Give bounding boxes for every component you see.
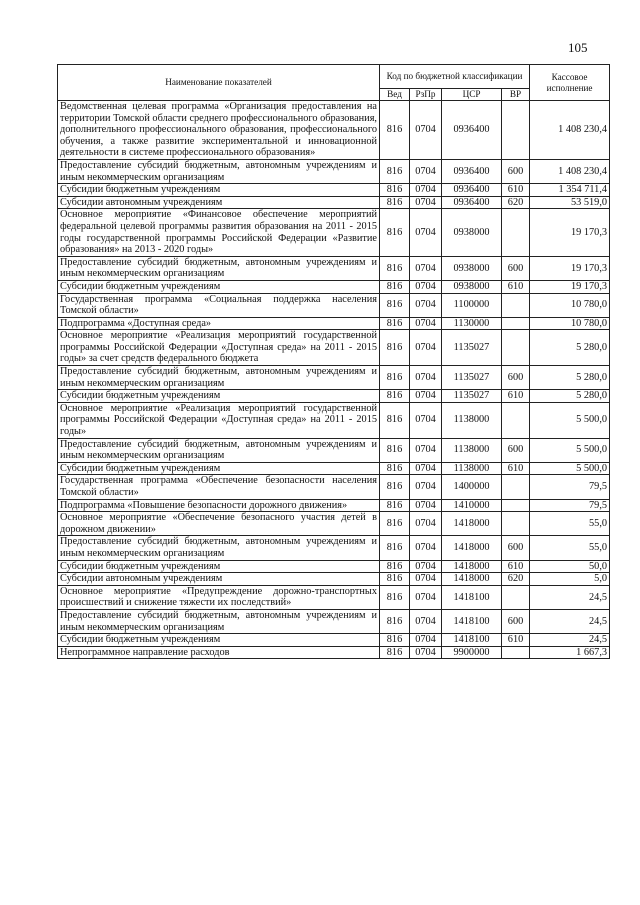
row-ved: 816 (380, 366, 410, 390)
row-ved: 816 (380, 512, 410, 536)
row-ved: 816 (380, 634, 410, 647)
row-amount: 53 519,0 (530, 196, 610, 209)
row-ved: 816 (380, 573, 410, 586)
header-csr: ЦСР (442, 89, 502, 101)
row-rzpr: 0704 (410, 184, 442, 197)
row-vr: 610 (502, 634, 530, 647)
row-ved: 816 (380, 159, 410, 183)
table-row (58, 196, 610, 209)
table-row (58, 462, 610, 475)
row-amount: 55,0 (530, 512, 610, 536)
row-vr: 610 (502, 390, 530, 403)
table-row (58, 536, 610, 560)
row-amount: 79,5 (530, 475, 610, 499)
row-name: Государственная программа «Обеспечение безопасности населения Томской области» (58, 475, 380, 499)
row-ved: 816 (380, 280, 410, 293)
row-csr: 1418000 (442, 560, 502, 573)
row-amount: 10 780,0 (530, 317, 610, 330)
row-csr: 1135027 (442, 366, 502, 390)
row-ved: 816 (380, 390, 410, 403)
row-amount: 5 280,0 (530, 330, 610, 366)
row-name: Ведомственная целевая программа «Организация предоставления на территории Томской области среднего профессионального образования, дополнительного профессионального образования, профессионального обучения, а также развитие экспериментальной и инновационной деятельности в системе профессионального образования» (58, 101, 380, 160)
row-rzpr: 0704 (410, 330, 442, 366)
header-ved: Вед (380, 89, 410, 101)
row-vr: 610 (502, 560, 530, 573)
row-rzpr: 0704 (410, 390, 442, 403)
table-row (58, 585, 610, 609)
row-csr: 1418000 (442, 573, 502, 586)
table-row (58, 256, 610, 280)
row-csr: 1418100 (442, 634, 502, 647)
row-name: Предоставление субсидий бюджетным, автономным учреждениям и иным некоммерческим организациям (58, 256, 380, 280)
row-name: Предоставление субсидий бюджетным, автономным учреждениям и иным некоммерческим организациям (58, 366, 380, 390)
row-rzpr: 0704 (410, 634, 442, 647)
row-csr: 9900000 (442, 646, 502, 659)
table-row (58, 573, 610, 586)
row-ved: 816 (380, 536, 410, 560)
row-vr: 620 (502, 196, 530, 209)
table-row (58, 280, 610, 293)
row-amount: 5 500,0 (530, 462, 610, 475)
row-ved: 816 (380, 256, 410, 280)
row-rzpr: 0704 (410, 499, 442, 512)
table-row (58, 159, 610, 183)
row-rzpr: 0704 (410, 609, 442, 633)
row-vr: 610 (502, 462, 530, 475)
row-csr: 1100000 (442, 293, 502, 317)
row-rzpr: 0704 (410, 101, 442, 160)
row-rzpr: 0704 (410, 462, 442, 475)
row-name: Субсидии бюджетным учреждениям (58, 390, 380, 403)
row-rzpr: 0704 (410, 536, 442, 560)
row-amount: 5 280,0 (530, 390, 610, 403)
row-amount: 1 408 230,4 (530, 159, 610, 183)
row-amount: 5 500,0 (530, 438, 610, 462)
row-vr (502, 512, 530, 536)
table-row (58, 438, 610, 462)
table-row (58, 366, 610, 390)
row-ved: 816 (380, 609, 410, 633)
row-name: Предоставление субсидий бюджетным, автономным учреждениям и иным некоммерческим организациям (58, 609, 380, 633)
row-ved: 816 (380, 438, 410, 462)
row-amount: 24,5 (530, 609, 610, 633)
header-vr: ВР (502, 89, 530, 101)
row-ved: 816 (380, 646, 410, 659)
row-amount: 5,0 (530, 573, 610, 586)
row-amount: 1 408 230,4 (530, 101, 610, 160)
row-name: Основное мероприятие «Финансовое обеспечение мероприятий федеральной целевой программы развития образования на 2011 - 2015 годы государственной программы Российской Федерации «Развитие образования» на 2013 - 2020 годы» (58, 209, 380, 256)
row-name: Субсидии бюджетным учреждениям (58, 462, 380, 475)
row-amount: 55,0 (530, 536, 610, 560)
row-vr (502, 499, 530, 512)
header-amount: Кассовое исполнение (530, 65, 610, 101)
table-row (58, 317, 610, 330)
row-rzpr: 0704 (410, 512, 442, 536)
row-csr: 1418000 (442, 536, 502, 560)
row-csr: 1410000 (442, 499, 502, 512)
row-csr: 0936400 (442, 196, 502, 209)
row-vr: 600 (502, 159, 530, 183)
row-ved: 816 (380, 317, 410, 330)
row-name: Основное мероприятие «Реализация мероприятий государственной программы Российской Федерации «Доступная среда» на 2011 - 2015 годы» (58, 402, 380, 438)
row-vr: 600 (502, 609, 530, 633)
row-amount: 50,0 (530, 560, 610, 573)
row-name: Подпрограмма «Повышение безопасности дорожного движения» (58, 499, 380, 512)
table-row (58, 293, 610, 317)
row-rzpr: 0704 (410, 646, 442, 659)
table-row (58, 330, 610, 366)
row-vr (502, 101, 530, 160)
row-amount: 79,5 (530, 499, 610, 512)
table-row (58, 560, 610, 573)
table-row (58, 609, 610, 633)
row-name: Основное мероприятие «Реализация мероприятий государственной программы Российской Федерации «Доступная среда» на 2011 - 2015 годы» за счет средств федерального бюджета (58, 330, 380, 366)
row-amount: 19 170,3 (530, 280, 610, 293)
row-rzpr: 0704 (410, 573, 442, 586)
row-amount: 24,5 (530, 634, 610, 647)
row-amount: 24,5 (530, 585, 610, 609)
row-rzpr: 0704 (410, 366, 442, 390)
table-row (58, 402, 610, 438)
row-amount: 1 667,3 (530, 646, 610, 659)
row-csr: 0936400 (442, 184, 502, 197)
table-header (58, 65, 610, 101)
row-csr: 1400000 (442, 475, 502, 499)
row-csr: 1418100 (442, 609, 502, 633)
row-vr: 620 (502, 573, 530, 586)
table-row (58, 499, 610, 512)
table-row (58, 512, 610, 536)
row-name: Субсидии автономным учреждениям (58, 196, 380, 209)
row-name: Предоставление субсидий бюджетным, автономным учреждениям и иным некоммерческим организациям (58, 438, 380, 462)
row-csr: 1135027 (442, 390, 502, 403)
row-amount: 19 170,3 (530, 209, 610, 256)
row-ved: 816 (380, 560, 410, 573)
row-ved: 816 (380, 330, 410, 366)
row-name: Субсидии бюджетным учреждениям (58, 280, 380, 293)
row-ved: 816 (380, 196, 410, 209)
row-csr: 1138000 (442, 462, 502, 475)
row-vr (502, 209, 530, 256)
row-rzpr: 0704 (410, 560, 442, 573)
row-ved: 816 (380, 101, 410, 160)
row-name: Субсидии бюджетным учреждениям (58, 560, 380, 573)
table-row (58, 475, 610, 499)
row-ved: 816 (380, 475, 410, 499)
row-rzpr: 0704 (410, 317, 442, 330)
row-name: Государственная программа «Социальная поддержка населения Томской области» (58, 293, 380, 317)
row-csr: 0938000 (442, 209, 502, 256)
row-vr (502, 402, 530, 438)
row-vr (502, 475, 530, 499)
row-csr: 0938000 (442, 256, 502, 280)
row-csr: 1138000 (442, 438, 502, 462)
row-rzpr: 0704 (410, 402, 442, 438)
row-rzpr: 0704 (410, 209, 442, 256)
row-vr: 600 (502, 438, 530, 462)
row-csr: 1135027 (442, 330, 502, 366)
row-amount: 19 170,3 (530, 256, 610, 280)
header-name: Наименование показателей (58, 65, 380, 101)
row-ved: 816 (380, 499, 410, 512)
row-vr (502, 317, 530, 330)
row-ved: 816 (380, 293, 410, 317)
row-csr: 0936400 (442, 159, 502, 183)
row-csr: 0936400 (442, 101, 502, 160)
row-ved: 816 (380, 402, 410, 438)
row-amount: 1 354 711,4 (530, 184, 610, 197)
header-code-group: Код по бюджетной классификации (380, 65, 530, 89)
row-amount: 5 500,0 (530, 402, 610, 438)
table-row (58, 209, 610, 256)
row-vr: 600 (502, 536, 530, 560)
row-rzpr: 0704 (410, 159, 442, 183)
row-vr (502, 293, 530, 317)
budget-table (57, 64, 610, 659)
row-rzpr: 0704 (410, 293, 442, 317)
row-vr (502, 646, 530, 659)
table-row (58, 634, 610, 647)
row-name: Подпрограмма «Доступная среда» (58, 317, 380, 330)
table-row (58, 390, 610, 403)
row-csr: 1418100 (442, 585, 502, 609)
row-amount: 10 780,0 (530, 293, 610, 317)
row-vr (502, 585, 530, 609)
row-ved: 816 (380, 184, 410, 197)
table-row (58, 101, 610, 160)
row-name: Субсидии бюджетным учреждениям (58, 184, 380, 197)
row-name: Субсидии автономным учреждениям (58, 573, 380, 586)
table-row (58, 646, 610, 659)
row-name: Основное мероприятие «Предупреждение дорожно-транспортных происшествий и снижение тяжести их последствий» (58, 585, 380, 609)
row-ved: 816 (380, 585, 410, 609)
row-rzpr: 0704 (410, 438, 442, 462)
row-vr: 610 (502, 280, 530, 293)
row-rzpr: 0704 (410, 475, 442, 499)
row-csr: 1418000 (442, 512, 502, 536)
row-rzpr: 0704 (410, 585, 442, 609)
row-rzpr: 0704 (410, 256, 442, 280)
row-rzpr: 0704 (410, 280, 442, 293)
row-ved: 816 (380, 209, 410, 256)
row-name: Непрограммное направление расходов (58, 646, 380, 659)
table-body (58, 101, 610, 659)
row-vr: 610 (502, 184, 530, 197)
row-ved: 816 (380, 462, 410, 475)
row-name: Субсидии бюджетным учреждениям (58, 634, 380, 647)
row-csr: 1130000 (442, 317, 502, 330)
row-name: Предоставление субсидий бюджетным, автономным учреждениям и иным некоммерческим организациям (58, 159, 380, 183)
row-name: Предоставление субсидий бюджетным, автономным учреждениям и иным некоммерческим организациям (58, 536, 380, 560)
table-row (58, 184, 610, 197)
row-amount: 5 280,0 (530, 366, 610, 390)
header-rzpr: РзПр (410, 89, 442, 101)
row-name: Основное мероприятие «Обеспечение безопасного участия детей в дорожном движении» (58, 512, 380, 536)
row-vr (502, 330, 530, 366)
row-csr: 0938000 (442, 280, 502, 293)
page-number: 105 (568, 40, 588, 55)
row-vr: 600 (502, 366, 530, 390)
row-csr: 1138000 (442, 402, 502, 438)
row-rzpr: 0704 (410, 196, 442, 209)
row-vr: 600 (502, 256, 530, 280)
